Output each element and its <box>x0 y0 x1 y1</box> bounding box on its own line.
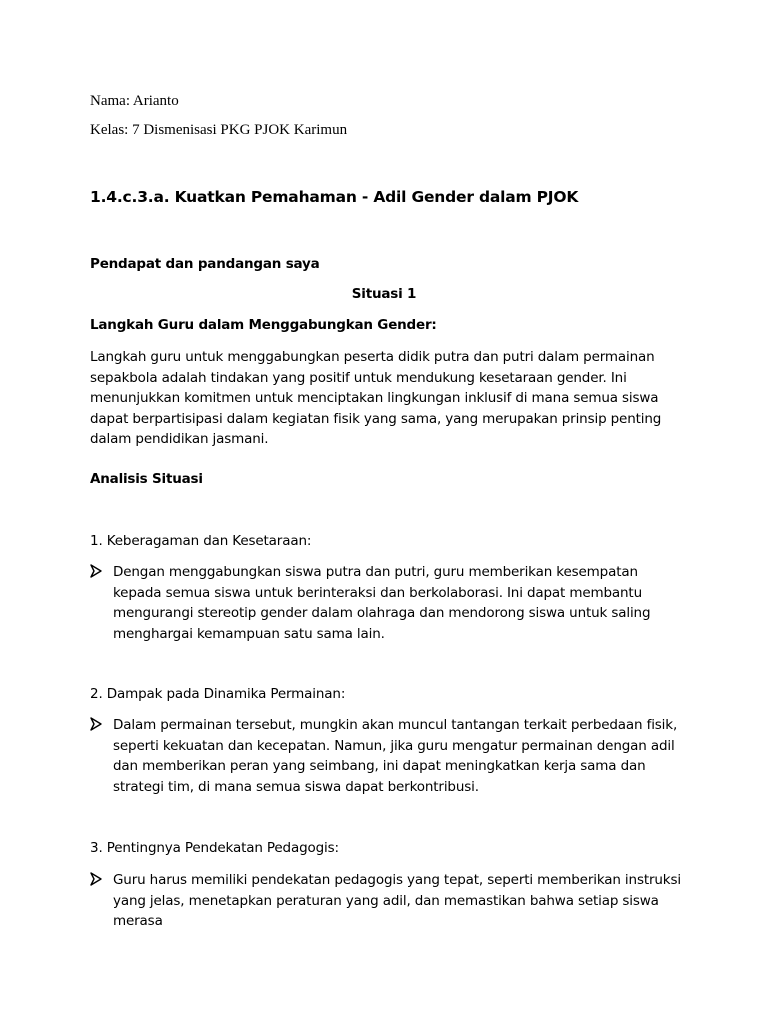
bullet-text: Dengan menggabungkan siswa putra dan putri, guru memberikan kesempatan kepada semua siswa untuk berinteraksi dan berkolaborasi. Ini dapat membantu mengurangi stereotip gender dalam olahraga dan mendorong siswa untuk saling menghargai kemampuan satu sama lain. <box>113 564 651 642</box>
teacher-step-paragraph: Langkah guru untuk menggabungkan peserta didik putra dan putri dalam permainan sepakbola adalah tindakan yang positif untuk mendukung kesetaraan gender. Ini menunjukkan komitmen untuk menciptakan lingkungan inklusif di mana semua siswa dapat berpartisipasi dalam kegiatan fisik yang sama, yang merupakan prinsip penting dalam pendidikan jasmani. <box>90 349 662 447</box>
arrowhead-bullet-icon <box>90 872 102 886</box>
bullet-text: Dalam permainan tersebut, mungkin akan muncul tantangan terkait perbedaan fisik, seperti kekuatan dan kecepatan. Namun, jika guru mengatur permainan dengan adil dan memberikan peran yang seimbang, ini dapat meningkatkan kerja sama dan strategi tim, di mana semua siswa dapat berkontribusi. <box>113 717 678 795</box>
student-name: Nama: Arianto <box>90 93 179 109</box>
analysis-point-3-label: 3. Pentingnya Pendekatan Pedagogis: <box>90 840 339 856</box>
opinion-heading: Pendapat dan pandangan saya <box>90 256 320 272</box>
arrowhead-bullet-icon <box>90 717 102 731</box>
arrowhead-bullet-icon <box>90 564 102 578</box>
situation-label: Situasi 1 <box>351 286 417 302</box>
analysis-point-2-label: 2. Dampak pada Dinamika Permainan: <box>90 686 346 702</box>
bullet-text: Guru harus memiliki pendekatan pedagogis yang tepat, seperti memberikan instruksi yang jelas, menetapkan peraturan yang adil, dan memastikan bahwa setiap siswa merasa <box>113 872 681 929</box>
document-title: 1.4.c.3.a. Kuatkan Pemahaman - Adil Gender dalam PJOK <box>90 188 579 206</box>
analysis-heading: Analisis Situasi <box>90 471 203 487</box>
analysis-point-1-label: 1. Keberagaman dan Kesetaraan: <box>90 533 312 549</box>
student-class: Kelas: 7 Dismenisasi PKG PJOK Karimun <box>90 122 348 138</box>
teacher-step-heading: Langkah Guru dalam Menggabungkan Gender: <box>90 317 437 333</box>
